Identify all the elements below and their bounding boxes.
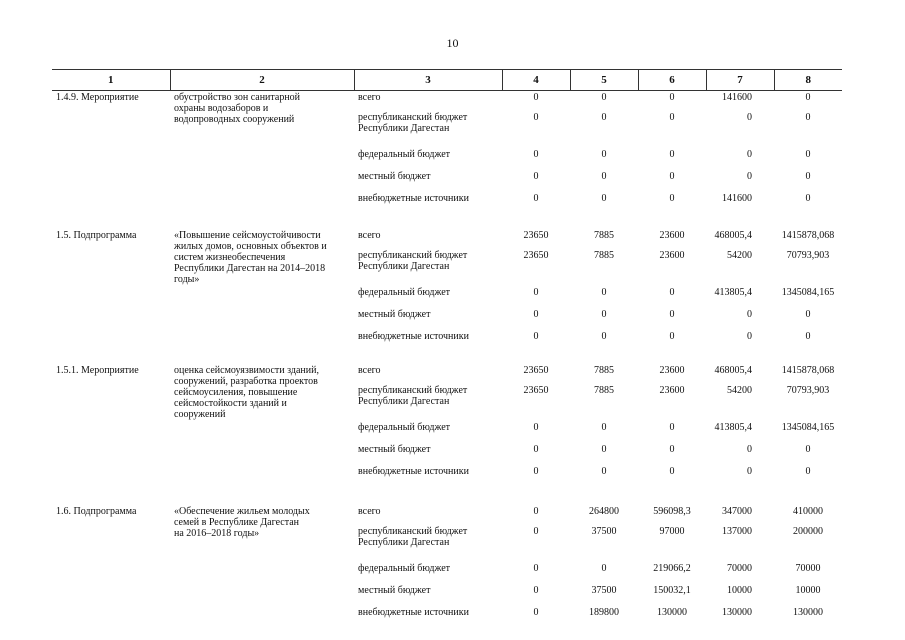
funding-source bbox=[354, 170, 502, 192]
item-title-line: семей в Республике Дагестан bbox=[174, 516, 299, 528]
value-cell: 23600 bbox=[659, 384, 685, 396]
value-cell: 200000 bbox=[793, 525, 823, 537]
funding-source-line: всего bbox=[358, 364, 381, 376]
funding-source-line: местный бюджет bbox=[358, 308, 431, 320]
value-cell: 0 bbox=[669, 92, 675, 103]
section-spacer bbox=[52, 487, 842, 505]
header-row bbox=[52, 70, 842, 91]
item-title-line: на 2016–2018 годы» bbox=[174, 527, 260, 539]
item-code: 1.6. Подпрограмма bbox=[56, 505, 137, 517]
value-cell: 0 bbox=[669, 192, 675, 204]
item-title-line: «Обеспечение жильем молодых bbox=[174, 505, 310, 517]
funding-source-line: Республики Дагестан bbox=[358, 260, 450, 272]
value-cell: 0 bbox=[601, 465, 607, 477]
value-cell: 0 bbox=[601, 308, 607, 320]
funding-source bbox=[354, 364, 502, 384]
value-cell: 0 bbox=[601, 92, 607, 103]
table-row bbox=[52, 91, 842, 111]
funding-source-line: республиканский бюджет bbox=[358, 249, 468, 261]
col-header: 4 bbox=[502, 70, 570, 91]
funding-source bbox=[354, 505, 502, 525]
value-cell: 413805,4 bbox=[714, 286, 752, 298]
value-cell: 10000 bbox=[795, 584, 821, 596]
funding-source bbox=[354, 465, 502, 487]
value-cell: 37500 bbox=[591, 584, 617, 596]
spacer-cell bbox=[52, 352, 842, 364]
value-cell: 7885 bbox=[594, 364, 614, 376]
value-cell: 0 bbox=[601, 562, 607, 574]
value-cell: 0 bbox=[533, 111, 539, 123]
funding-source-line: республиканский бюджет bbox=[358, 111, 468, 123]
page-number: 10 bbox=[446, 36, 459, 50]
funding-source-line: федеральный бюджет bbox=[358, 286, 451, 298]
table-body bbox=[52, 91, 842, 628]
value-cell: 0 bbox=[669, 308, 675, 320]
spacer-cell bbox=[52, 487, 842, 505]
value-cell: 0 bbox=[601, 148, 607, 160]
funding-source-line: всего bbox=[358, 229, 381, 241]
funding-source-line: Республики Дагестан bbox=[358, 536, 450, 548]
value-cell: 413805,4 bbox=[714, 421, 752, 433]
value-cell: 0 bbox=[669, 170, 675, 182]
value-cell: 37500 bbox=[591, 525, 617, 537]
value-cell: 596098,3 bbox=[653, 505, 691, 517]
item-title bbox=[170, 505, 354, 628]
item-title bbox=[170, 91, 354, 214]
item-title-line: Республики Дагестан на 2014–2018 bbox=[174, 262, 326, 274]
funding-source-line: федеральный бюджет bbox=[358, 421, 451, 433]
funding-source-line: федеральный бюджет bbox=[358, 148, 451, 160]
funding-source-line: Республики Дагестан bbox=[358, 122, 450, 134]
funding-source bbox=[354, 525, 502, 562]
funding-source-line: республиканский бюджет bbox=[358, 525, 468, 537]
table-row bbox=[52, 364, 842, 384]
item-title-line: жилых домов, основных объектов и bbox=[174, 240, 327, 252]
funding-source bbox=[354, 91, 502, 111]
funding-source bbox=[354, 606, 502, 628]
value-cell: 141600 bbox=[722, 92, 752, 103]
col-header: 3 bbox=[354, 70, 502, 91]
value-cell: 0 bbox=[669, 111, 675, 123]
value-cell: 0 bbox=[533, 308, 539, 320]
col-header: 7 bbox=[706, 70, 774, 91]
value-cell: 0 bbox=[747, 170, 752, 182]
funding-source-line: местный бюджет bbox=[358, 443, 431, 455]
col-header: 5 bbox=[570, 70, 638, 91]
value-cell: 0 bbox=[601, 170, 607, 182]
value-cell: 70000 bbox=[795, 562, 821, 574]
funding-source bbox=[354, 286, 502, 308]
funding-source bbox=[354, 229, 502, 249]
value-cell: 0 bbox=[805, 465, 811, 477]
value-cell: 0 bbox=[805, 308, 811, 320]
item-code: 1.5. Подпрограмма bbox=[56, 229, 137, 241]
funding-source-line: всего bbox=[358, 92, 381, 103]
funding-source-line: местный бюджет bbox=[358, 584, 431, 596]
value-cell: 1345084,165 bbox=[781, 286, 835, 298]
value-cell: 0 bbox=[747, 465, 752, 477]
value-cell: 468005,4 bbox=[714, 364, 752, 376]
funding-source bbox=[354, 148, 502, 170]
item-code: 1.4.9. Мероприятие bbox=[56, 92, 139, 103]
funding-source-line: федеральный бюджет bbox=[358, 562, 451, 574]
value-cell: 10000 bbox=[727, 584, 752, 596]
value-cell: 0 bbox=[533, 562, 539, 574]
value-cell: 0 bbox=[533, 192, 539, 204]
value-cell: 137000 bbox=[722, 525, 752, 537]
value-cell: 0 bbox=[533, 148, 539, 160]
value-cell: 0 bbox=[747, 330, 752, 342]
funding-source-line: внебюджетные источники bbox=[358, 192, 469, 204]
item-title bbox=[170, 364, 354, 487]
value-cell: 0 bbox=[747, 111, 752, 123]
funding-source-line: местный бюджет bbox=[358, 170, 431, 182]
col-header: 2 bbox=[170, 70, 354, 91]
item-title-line: сооружений bbox=[174, 408, 226, 420]
value-cell: 0 bbox=[747, 443, 752, 455]
value-cell: 23600 bbox=[659, 229, 685, 241]
value-cell: 347000 bbox=[722, 505, 752, 517]
value-cell: 0 bbox=[533, 421, 539, 433]
value-cell: 23650 bbox=[523, 249, 549, 261]
col-header: 8 bbox=[774, 70, 842, 91]
value-cell: 0 bbox=[805, 148, 811, 160]
value-cell: 1345084,165 bbox=[781, 421, 835, 433]
item-title-line: сооружений, разработка проектов bbox=[174, 375, 318, 387]
item-title-line: сейсмостойкости зданий и bbox=[174, 397, 287, 409]
value-cell: 0 bbox=[533, 286, 539, 298]
value-cell: 264800 bbox=[589, 505, 619, 517]
value-cell: 0 bbox=[601, 330, 607, 342]
budget-table bbox=[52, 69, 842, 628]
funding-source bbox=[354, 308, 502, 330]
value-cell: 0 bbox=[669, 330, 675, 342]
value-cell: 189800 bbox=[589, 606, 619, 618]
value-cell: 0 bbox=[601, 421, 607, 433]
value-cell: 97000 bbox=[659, 525, 685, 537]
value-cell: 23650 bbox=[523, 229, 549, 241]
value-cell: 7885 bbox=[594, 384, 614, 396]
funding-source-line: внебюджетные источники bbox=[358, 465, 469, 477]
value-cell: 410000 bbox=[793, 505, 823, 517]
value-cell: 0 bbox=[669, 443, 675, 455]
item-title-line: «Повышение сейсмоустойчивости bbox=[174, 229, 321, 241]
value-cell: 0 bbox=[669, 286, 675, 298]
value-cell: 0 bbox=[805, 170, 811, 182]
value-cell: 0 bbox=[533, 584, 539, 596]
value-cell: 0 bbox=[747, 308, 752, 320]
funding-source bbox=[354, 111, 502, 148]
value-cell: 0 bbox=[747, 148, 752, 160]
value-cell: 0 bbox=[533, 92, 539, 103]
value-cell: 23600 bbox=[659, 364, 685, 376]
value-cell: 0 bbox=[669, 465, 675, 477]
value-cell: 0 bbox=[533, 170, 539, 182]
value-cell: 70000 bbox=[727, 562, 752, 574]
funding-source-line: Республики Дагестан bbox=[358, 395, 450, 407]
value-cell: 141600 bbox=[722, 192, 752, 204]
item-title-line: систем жизнеобеспечения bbox=[174, 251, 286, 263]
funding-source-line: всего bbox=[358, 505, 381, 517]
value-cell: 70793,903 bbox=[786, 249, 830, 261]
value-cell: 54200 bbox=[727, 249, 752, 261]
value-cell: 130000 bbox=[793, 606, 823, 618]
value-cell: 0 bbox=[533, 505, 539, 517]
value-cell: 0 bbox=[601, 111, 607, 123]
funding-source bbox=[354, 330, 502, 352]
table-row bbox=[52, 229, 842, 249]
value-cell: 0 bbox=[533, 443, 539, 455]
item-title-line: обустройство зон санитарной bbox=[174, 92, 301, 103]
item-title-line: сейсмоусиления, повышение bbox=[174, 386, 298, 398]
col-header: 1 bbox=[52, 70, 170, 91]
value-cell: 0 bbox=[533, 606, 539, 618]
value-cell: 23600 bbox=[659, 249, 685, 261]
value-cell: 219066,2 bbox=[653, 562, 691, 574]
funding-source bbox=[354, 562, 502, 584]
value-cell: 0 bbox=[601, 286, 607, 298]
item-code: 1.5.1. Мероприятие bbox=[56, 364, 139, 376]
funding-source bbox=[354, 249, 502, 286]
value-cell: 7885 bbox=[594, 229, 614, 241]
item-title bbox=[170, 229, 354, 352]
item-title-line: охраны водозаборов и bbox=[174, 103, 269, 114]
funding-source-line: республиканский бюджет bbox=[358, 384, 468, 396]
funding-source bbox=[354, 192, 502, 214]
item-title-line: оценка сейсмоуязвимости зданий, bbox=[174, 364, 319, 376]
value-cell: 0 bbox=[533, 525, 539, 537]
value-cell: 130000 bbox=[657, 606, 687, 618]
value-cell: 150032,1 bbox=[653, 584, 691, 596]
table-row bbox=[52, 505, 842, 525]
value-cell: 1415878,068 bbox=[781, 364, 835, 376]
value-cell: 23650 bbox=[523, 384, 549, 396]
funding-source-line: внебюджетные источники bbox=[358, 330, 469, 342]
value-cell: 1415878,068 bbox=[781, 229, 835, 241]
value-cell: 70793,903 bbox=[786, 384, 830, 396]
value-cell: 0 bbox=[805, 330, 811, 342]
value-cell: 0 bbox=[669, 421, 675, 433]
value-cell: 0 bbox=[805, 443, 811, 455]
spacer-cell bbox=[52, 214, 842, 229]
value-cell: 130000 bbox=[722, 606, 752, 618]
funding-source bbox=[354, 421, 502, 443]
value-cell: 0 bbox=[669, 148, 675, 160]
col-header: 6 bbox=[638, 70, 706, 91]
value-cell: 0 bbox=[533, 330, 539, 342]
item-title-line: водопроводных сооружений bbox=[174, 114, 295, 125]
value-cell: 0 bbox=[805, 111, 811, 123]
value-cell: 54200 bbox=[727, 384, 752, 396]
value-cell: 0 bbox=[601, 443, 607, 455]
value-cell: 0 bbox=[805, 192, 811, 204]
funding-source-line: внебюджетные источники bbox=[358, 606, 469, 618]
funding-source bbox=[354, 443, 502, 465]
section-spacer bbox=[52, 214, 842, 229]
funding-source bbox=[354, 384, 502, 421]
item-title-line: годы» bbox=[174, 273, 200, 285]
value-cell: 468005,4 bbox=[714, 229, 752, 241]
section-spacer bbox=[52, 352, 842, 364]
value-cell: 0 bbox=[601, 192, 607, 204]
value-cell: 0 bbox=[533, 465, 539, 477]
value-cell: 7885 bbox=[594, 249, 614, 261]
value-cell: 23650 bbox=[523, 364, 549, 376]
value-cell: 0 bbox=[805, 92, 811, 103]
funding-source bbox=[354, 584, 502, 606]
